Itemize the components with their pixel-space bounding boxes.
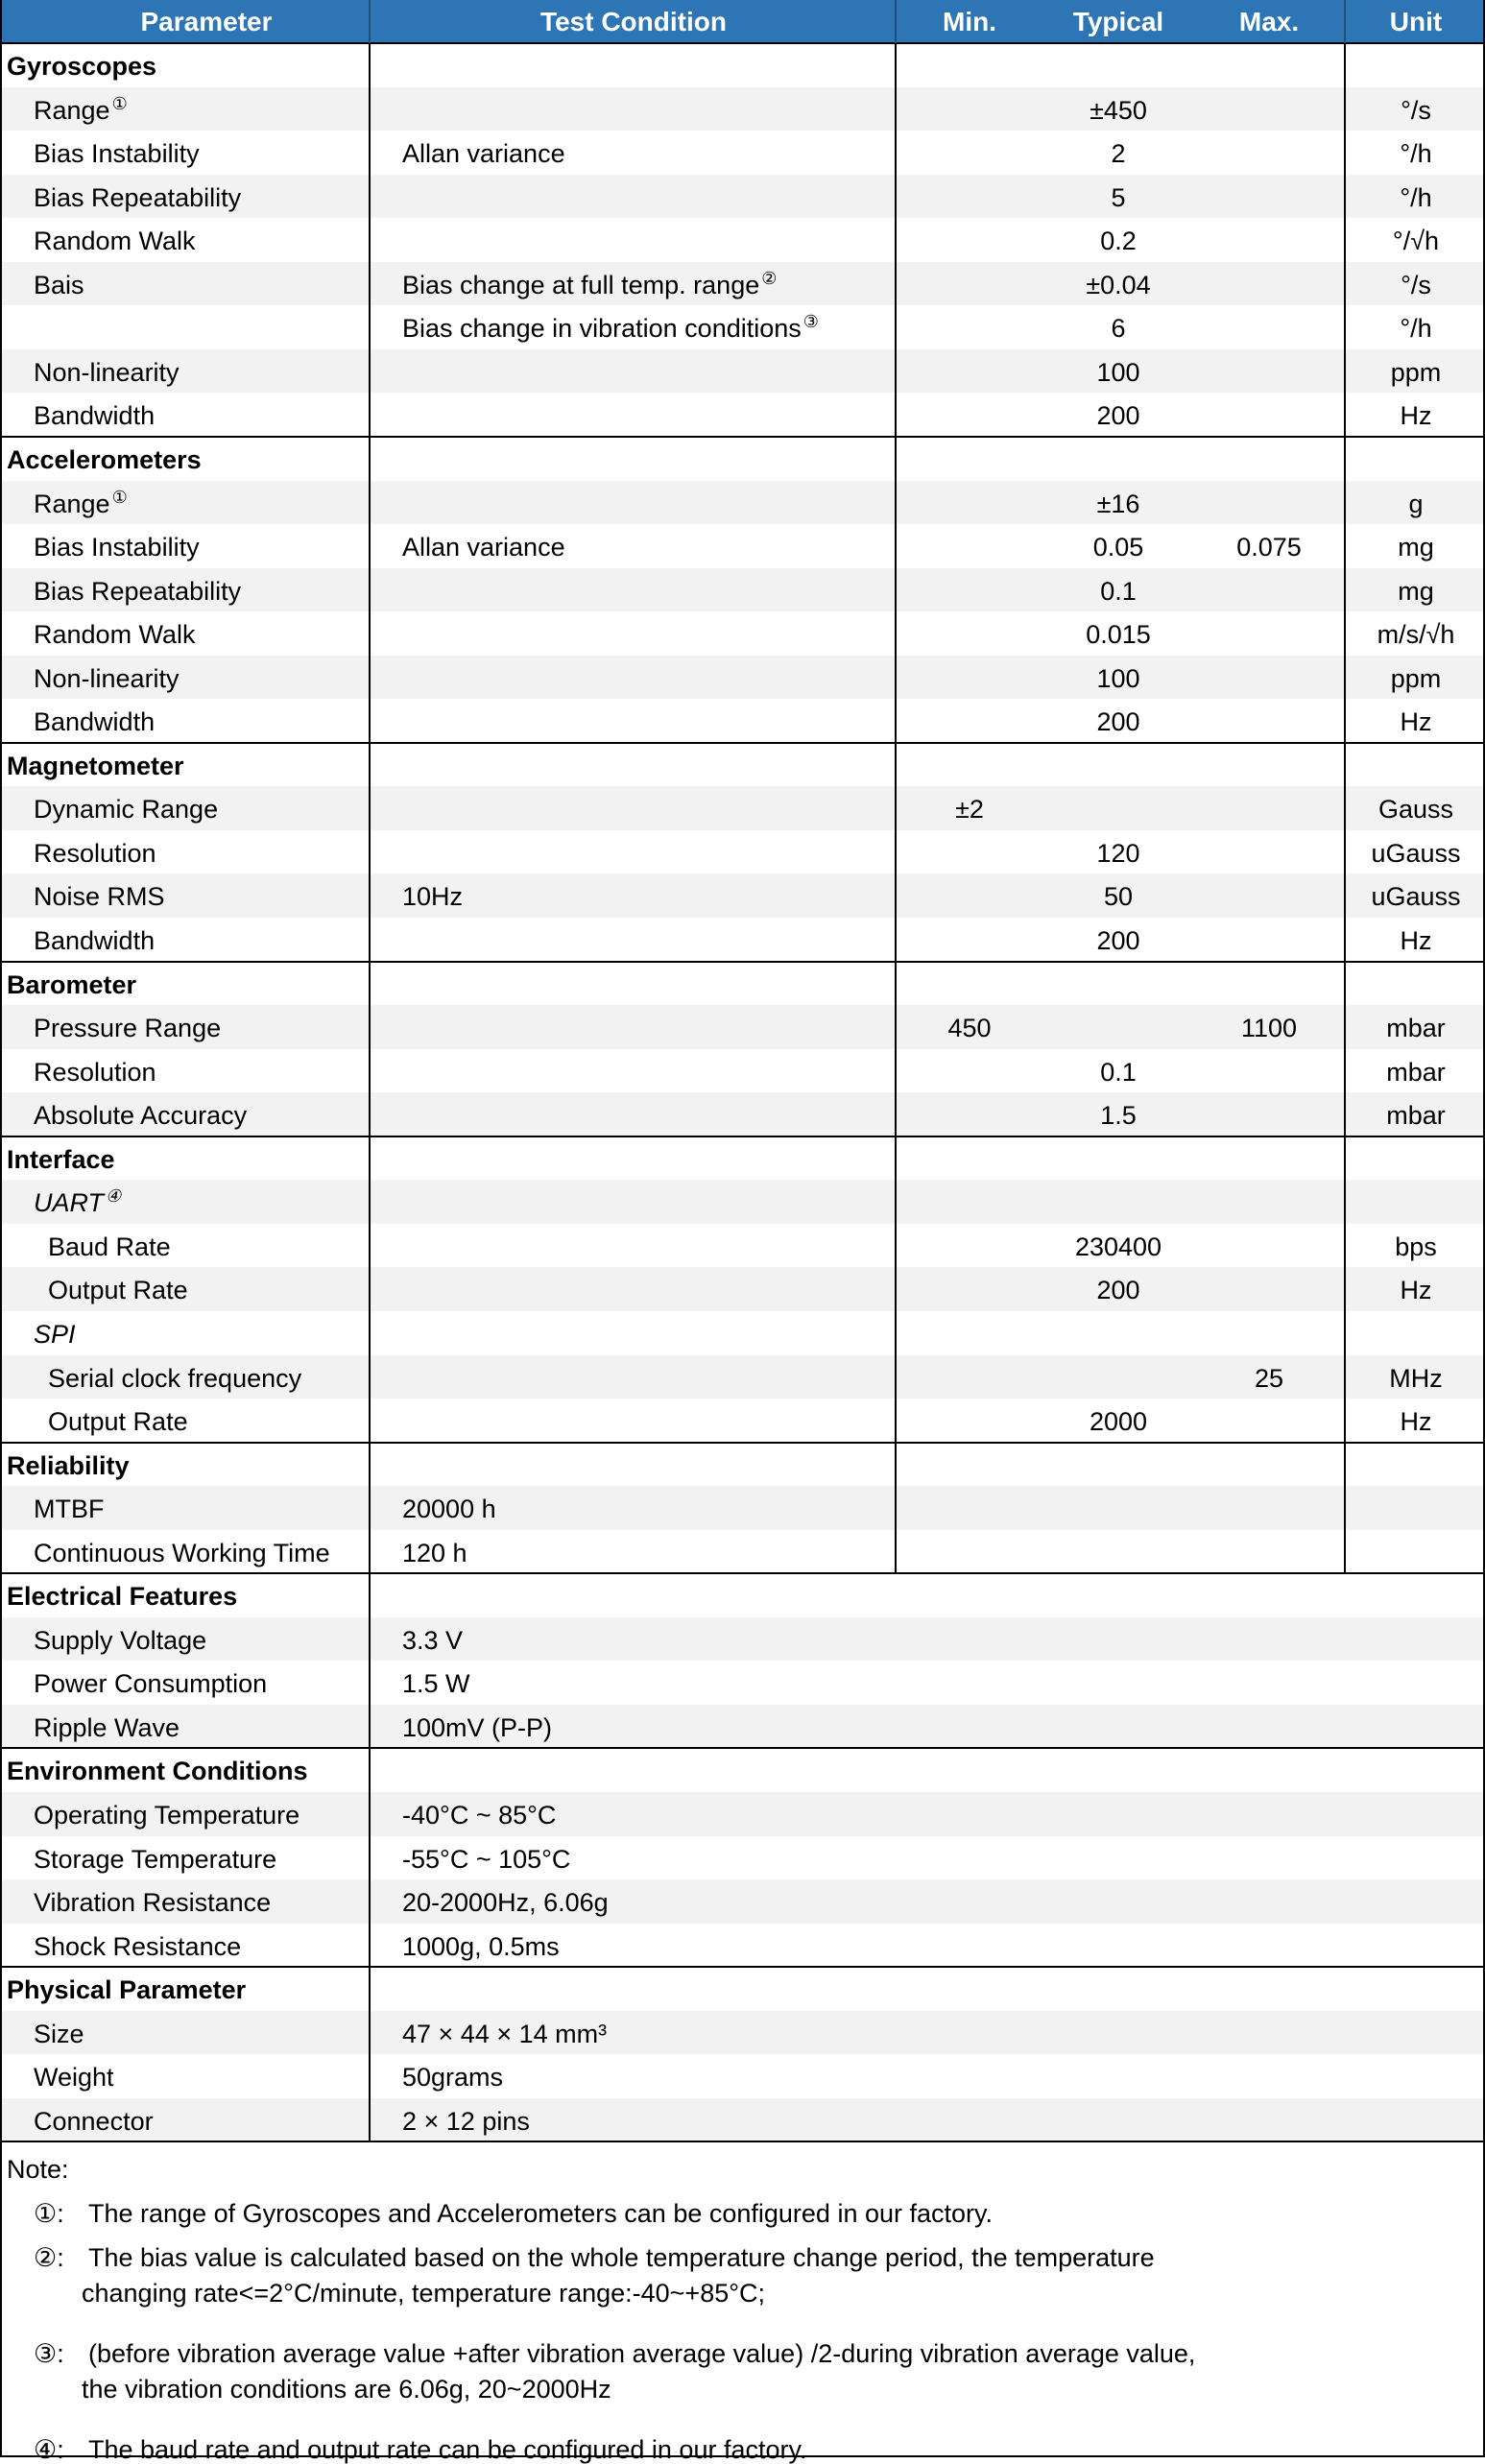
unit-value: °/h <box>1400 314 1432 344</box>
unit-value: Gauss <box>1377 795 1454 825</box>
parameter-name: Pressure Range <box>34 1014 222 1043</box>
parameter-name: MTBF <box>34 1495 105 1524</box>
parameter-name: Bias Instability <box>34 139 200 169</box>
unit-value: °/h <box>1400 182 1432 212</box>
typical-value: 0.1 <box>1100 576 1137 606</box>
section-divider <box>0 2141 1485 2142</box>
parameter-name: Vibration Resistance <box>34 1888 272 1918</box>
section-divider <box>0 961 1485 963</box>
parameter-name: UART ④ <box>34 1186 122 1218</box>
typical-value: 200 <box>1096 926 1140 955</box>
test-condition: 50grams <box>402 2063 504 2093</box>
test-condition: Bias change in vibration conditions ③ <box>402 312 819 344</box>
column-divider <box>1344 43 1346 1573</box>
section-title: Gyroscopes <box>7 52 157 81</box>
footnote-mark: ② <box>761 268 778 288</box>
typical-value: 200 <box>1096 401 1140 431</box>
footnote-mark: ① <box>111 487 128 507</box>
header-divider <box>1344 0 1346 43</box>
unit-value: uGauss <box>1371 838 1461 868</box>
min-value: 450 <box>947 1014 992 1043</box>
parameter-name: Resolution <box>34 838 156 868</box>
test-condition: 47 × 44 × 14 mm³ <box>402 2019 608 2048</box>
typical-value: 0.2 <box>1100 227 1137 256</box>
section-title: Interface <box>7 1144 115 1174</box>
parameter-name: Output Rate <box>48 1276 188 1305</box>
typical-value: 1.5 <box>1100 1101 1137 1131</box>
parameter-name: Size <box>34 2019 84 2048</box>
typical-value: 2 <box>1111 139 1126 169</box>
parameter-name: Range ① <box>34 93 128 125</box>
row-stripe <box>0 2011 1485 2055</box>
typical-value: 5 <box>1111 182 1126 212</box>
footnote-mark: ①: <box>34 2199 64 2229</box>
note-line: The range of Gyroscopes and Accelerometers can be configured in our factory. <box>88 2199 994 2229</box>
parameter-name: Connector <box>34 2106 154 2136</box>
section-title: Physical Parameter <box>7 1975 247 2005</box>
unit-value: Hz <box>1400 1276 1432 1305</box>
typical-value: 0.05 <box>1092 533 1144 562</box>
unit-value: ppm <box>1390 663 1442 693</box>
parameter-name: Bandwidth <box>34 707 156 737</box>
unit-value: bps <box>1395 1232 1437 1261</box>
row-stripe <box>0 656 1485 700</box>
note-line: The baud rate and output rate can be configured in our factory. <box>88 2435 807 2464</box>
header-cell: Typical <box>1072 7 1164 36</box>
parameter-name: Bandwidth <box>34 401 156 431</box>
parameter-name: Serial clock frequency <box>48 1363 302 1393</box>
section-divider <box>0 1136 1485 1137</box>
typical-value: 100 <box>1096 663 1140 693</box>
test-condition: 20-2000Hz, 6.06g <box>402 1888 609 1918</box>
section-title: Magnetometer <box>7 751 184 780</box>
test-condition: -55°C ~ 105°C <box>402 1844 571 1874</box>
test-condition: Allan variance <box>402 139 565 169</box>
test-condition: 1.5 W <box>402 1669 470 1699</box>
section-title: Accelerometers <box>7 444 202 474</box>
typical-value: 2000 <box>1089 1407 1148 1437</box>
parameter-name: Continuous Working Time <box>34 1538 330 1567</box>
unit-value: Hz <box>1400 707 1432 737</box>
row-stripe <box>0 786 1485 830</box>
unit-value: m/s/√h <box>1377 620 1455 650</box>
unit-value: mbar <box>1386 1014 1446 1043</box>
footnote-mark: ③ <box>802 312 819 332</box>
section-divider <box>0 1966 1485 1968</box>
typical-value: 0.1 <box>1100 1057 1137 1087</box>
section-divider <box>0 1572 1485 1574</box>
header-cell: Test Condition <box>540 7 727 36</box>
unit-value: °/h <box>1400 139 1432 169</box>
footnote-mark: ① <box>111 93 128 113</box>
parameter-name: Supply Voltage <box>34 1625 207 1655</box>
parameter-name: Storage Temperature <box>34 1844 277 1874</box>
unit-value: °/s <box>1401 270 1431 299</box>
typical-value: 230400 <box>1074 1232 1162 1261</box>
parameter-name: SPI <box>34 1319 76 1349</box>
section-title: Reliability <box>7 1450 130 1480</box>
parameter-name: Non-linearity <box>34 663 180 693</box>
test-condition: 1000g, 0.5ms <box>402 1931 560 1961</box>
typical-value: 200 <box>1096 1276 1140 1305</box>
notes-title: Note: <box>7 2155 69 2185</box>
test-condition: 3.3 V <box>402 1625 464 1655</box>
typical-value: 6 <box>1111 314 1126 344</box>
unit-value: ppm <box>1390 357 1442 387</box>
test-condition: Allan variance <box>402 533 565 562</box>
section-title: Barometer <box>7 969 137 999</box>
typical-value: 0.015 <box>1086 620 1151 650</box>
max-value: 1100 <box>1240 1014 1298 1043</box>
section-divider <box>0 742 1485 744</box>
typical-value: ±16 <box>1096 489 1140 518</box>
footnote-mark: ④ <box>106 1186 122 1207</box>
typical-value: ±450 <box>1090 95 1147 125</box>
unit-value: mg <box>1398 533 1434 562</box>
section-divider <box>0 436 1485 438</box>
row-stripe <box>0 873 1485 918</box>
max-value: 25 <box>1254 1363 1284 1393</box>
unit-value: uGauss <box>1371 882 1461 912</box>
section-title: Electrical Features <box>7 1582 238 1612</box>
test-condition: 120 h <box>402 1538 467 1567</box>
note-line: changing rate<=2°C/minute, temperature range:-40~+85°C; <box>82 2279 766 2309</box>
row-stripe <box>0 1617 1485 1662</box>
parameter-name: Dynamic Range <box>34 795 219 825</box>
test-condition: 2 × 12 pins <box>402 2106 530 2136</box>
max-value: 0.075 <box>1236 533 1302 562</box>
section-title: Environment Conditions <box>7 1757 308 1786</box>
footnote-mark: ②: <box>34 2243 64 2273</box>
row-stripe <box>0 1180 1485 1224</box>
row-stripe <box>0 349 1485 394</box>
test-condition: 10Hz <box>402 882 464 912</box>
parameter-name: Resolution <box>34 1057 156 1087</box>
parameter-name: Bias Repeatability <box>34 182 242 212</box>
typical-value: 120 <box>1096 838 1140 868</box>
test-condition: 20000 h <box>402 1495 496 1524</box>
row-stripe <box>0 1705 1485 1749</box>
footnote-mark: ③: <box>34 2339 64 2369</box>
unit-value: °/√h <box>1392 227 1440 256</box>
header-cell: Max. <box>1238 7 1300 36</box>
parameter-name: Operating Temperature <box>34 1801 300 1830</box>
parameter-name: Weight <box>34 2063 114 2093</box>
section-divider <box>0 42 1485 44</box>
typical-value: 200 <box>1096 707 1140 737</box>
unit-value: mbar <box>1386 1057 1446 1087</box>
outer-border-left <box>0 0 2 2457</box>
parameter-name: Bandwidth <box>34 926 156 955</box>
test-condition: 100mV (P-P) <box>402 1712 553 1742</box>
column-divider <box>369 43 371 2141</box>
note-line: (before vibration average value +after vibration average value) /2-during vibration average value, <box>88 2339 1196 2369</box>
header-divider <box>369 0 371 43</box>
unit-value: mg <box>1398 576 1434 606</box>
unit-value: mbar <box>1386 1101 1446 1131</box>
unit-value: g <box>1408 489 1424 518</box>
parameter-name: Output Rate <box>48 1407 188 1437</box>
typical-value: 50 <box>1103 882 1134 912</box>
parameter-name: Ripple Wave <box>34 1712 180 1742</box>
column-divider <box>895 43 897 1573</box>
parameter-name: Absolute Accuracy <box>34 1101 248 1131</box>
row-stripe <box>0 87 1485 132</box>
section-divider <box>0 1747 1485 1749</box>
unit-value: °/s <box>1401 95 1431 125</box>
header-cell: Min. <box>943 7 996 36</box>
parameter-name: Bias Instability <box>34 533 200 562</box>
row-stripe <box>0 481 1485 525</box>
unit-value: Hz <box>1400 401 1432 431</box>
header-cell: Unit <box>1389 7 1443 36</box>
parameter-name: Bias Repeatability <box>34 576 242 606</box>
row-stripe <box>0 1267 1485 1311</box>
row-stripe <box>0 2098 1485 2142</box>
note-line: the vibration conditions are 6.06g, 20~2000Hz <box>82 2375 611 2404</box>
unit-value: Hz <box>1400 926 1432 955</box>
typical-value: ±0.04 <box>1086 270 1151 299</box>
test-condition: Bias change at full temp. range ② <box>402 268 778 299</box>
parameter-name: Bais <box>34 270 84 299</box>
parameter-name: Shock Resistance <box>34 1931 242 1961</box>
note-line: The bias value is calculated based on the whole temperature change period, the temperature <box>88 2243 1155 2273</box>
header-cell: Parameter <box>140 7 273 36</box>
parameter-name: Random Walk <box>34 227 196 256</box>
parameter-name: Noise RMS <box>34 882 165 912</box>
row-stripe <box>0 1486 1485 1530</box>
header-divider <box>895 0 897 43</box>
section-divider <box>0 1442 1485 1444</box>
parameter-name: Power Consumption <box>34 1669 268 1699</box>
footnote-mark: ④: <box>34 2435 64 2464</box>
parameter-name: Range ① <box>34 487 128 518</box>
unit-value: Hz <box>1400 1407 1432 1437</box>
test-condition: -40°C ~ 85°C <box>402 1801 557 1830</box>
parameter-name: Non-linearity <box>34 357 180 387</box>
typical-value: 100 <box>1096 357 1140 387</box>
unit-value: MHz <box>1389 1363 1443 1393</box>
min-value: ±2 <box>955 795 984 825</box>
parameter-name: Baud Rate <box>48 1232 171 1261</box>
parameter-name: Random Walk <box>34 620 196 650</box>
